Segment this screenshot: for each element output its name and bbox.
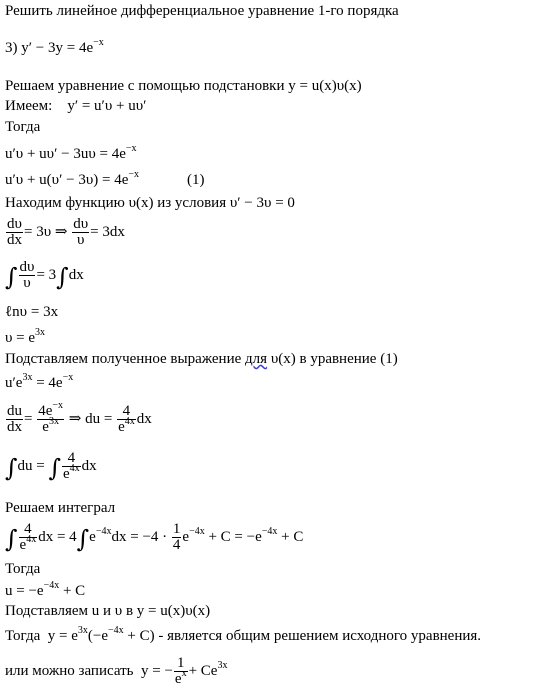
subst-formula: y = u(x)υ(x) [288, 78, 362, 94]
du-line [5, 400, 152, 435]
eq-a [5, 145, 137, 163]
frac-4e: $\frac{4e^{-x}}{e^{3x}}$ [38, 400, 64, 435]
find-cond-text: из условия [157, 195, 227, 211]
int3-c: dx = −4 · [111, 528, 168, 545]
u-b: + C [62, 583, 86, 599]
ue-exp: 3x [22, 372, 33, 383]
integral-sign: ∫ [5, 453, 18, 482]
frac-dv-dx: $\frac{d\upsilon}{dx}$ [7, 216, 22, 248]
deriv-line [5, 217, 125, 248]
then2 [5, 560, 40, 578]
eq-b-text: u′υ + u(υ′ − 3υ) = 4e [5, 172, 129, 188]
v-exp: 3x [35, 327, 46, 338]
deriv-eq: = 3υ ⇒ [24, 223, 68, 240]
int1-line [5, 260, 84, 291]
subst-line [5, 77, 362, 95]
du-impl: ⇒ du = [68, 410, 113, 427]
subst3-line [5, 602, 210, 620]
ue-exp2: −x [62, 372, 74, 383]
find-cond: υ′ − 3υ = 0 [229, 195, 295, 211]
int3-b: e [89, 528, 96, 545]
eq-a-exp: −x [125, 143, 137, 154]
subst-text: Решаем уравнение с помощью подстановки [5, 78, 285, 94]
subst2-c: в уравнение (1) [299, 351, 398, 367]
problem-exp: −x [93, 37, 104, 48]
alt-a: y = − [141, 662, 173, 679]
heading-text: Решить линейное дифференциальное уравнение 1-го порядка [5, 3, 399, 19]
alt-text: или можно записать [5, 662, 134, 679]
subst3-formula: y = u(x)υ(x) [136, 603, 211, 619]
problem [5, 39, 104, 57]
find-fn: υ(x) [128, 195, 154, 211]
int2-tail: dx [81, 457, 97, 474]
gen-b: (−e [87, 628, 108, 644]
int3-e: + C = −e [208, 528, 262, 545]
alt-line: или можно записать y = − $\frac{1}{e^x}$ + $Ce^{3x}$ [5, 655, 228, 687]
subst2-a: Подставляем полученное выражение [5, 351, 242, 367]
ue-line [5, 374, 73, 392]
have-line [5, 97, 146, 115]
integral-sign: ∫ [76, 524, 90, 553]
find-text: Находим функцию [5, 195, 125, 211]
integral-sign: ∫ [5, 262, 18, 291]
then3-text: Тогда [5, 628, 41, 644]
u-line: $u = -e^{-4x} + C$ [5, 580, 86, 599]
int1-rhs2: dx [68, 266, 84, 283]
subst2-fn: υ(x) [270, 351, 296, 367]
int1-rhs: = 3 [36, 266, 57, 283]
frac-dv-v: $\frac{d\upsilon}{\upsilon}$ [73, 216, 89, 248]
gen-a: y = e [47, 628, 78, 644]
subst2-line [5, 350, 398, 368]
frac-int1: $\frac{d\upsilon}{\upsilon}$ [19, 259, 35, 291]
find-line [5, 194, 295, 212]
int3-line: ∫ $\frac{4}{e^{4x}}$ dx = $4\int e^{-4x}dx = -4$ · $\frac{1}{4}$ $e^{-4x} + C = -e^{-4x} + C$ [5, 521, 304, 553]
subst2-b: для [245, 351, 268, 367]
alt-b: + Ce [188, 662, 218, 679]
ue-b: = 4e [32, 375, 63, 391]
frac-alt: $\frac{1}{e^x}$ [174, 655, 187, 687]
eq-b [5, 171, 205, 189]
solve-int-text: Решаем интеграл [5, 500, 116, 516]
ln-line [5, 303, 58, 321]
integral-sign: ∫ [5, 524, 18, 553]
v-text: υ = e [5, 330, 36, 346]
v-line [5, 329, 45, 347]
eq-label: (1) [187, 172, 205, 188]
int2-a: du = [17, 457, 45, 474]
eq-a-text: u′υ + uυ′ − 3uυ = 4e [5, 146, 126, 162]
u-a: u = −e [5, 583, 44, 599]
int3-d: e [182, 528, 190, 545]
have-formula: y′ = u′υ + uυ′ [67, 98, 147, 114]
problem-text: 3) y′ − 3y = 4e [5, 40, 94, 56]
then2-text: Тогда [5, 561, 41, 577]
frac-int3: $\frac{4}{e^{4x}}$ [19, 521, 37, 553]
gen-text: - является общим решением исходного уравнения. [154, 628, 482, 644]
ue-a: u′e [5, 375, 23, 391]
frac-1-4: $\frac{1}{4}$ [172, 521, 181, 553]
frac-4-e4x: $\frac{4}{e^{4x}}$ [118, 403, 135, 435]
frac-du-dx: $\frac{du}{dx}$ [7, 403, 22, 435]
eq-b-exp: −x [128, 169, 140, 180]
int2-line [5, 451, 97, 482]
heading [5, 2, 399, 20]
have-text: Имеем: [5, 98, 53, 114]
du-eq: = [24, 410, 33, 427]
int3-a: dx = 4 [38, 528, 77, 545]
integral-sign: ∫ [56, 262, 69, 291]
then1 [5, 118, 40, 136]
gen-c: + C) [123, 628, 155, 644]
du2-tail: dx [136, 410, 152, 427]
integral-sign: ∫ [48, 453, 61, 482]
ln-text: ℓnυ = 3x [5, 304, 59, 320]
general-line: Тогда $y = e^{3x}(-e^{-4x} + C)$ - является общим решением исходного уравнения. [5, 625, 482, 644]
then1-text: Тогда [5, 119, 41, 135]
deriv-eq2: = 3dx [90, 223, 125, 240]
int3-f: + C [281, 528, 304, 545]
frac-int2: $\frac{4}{e^{4x}}$ [63, 450, 80, 482]
subst3-text: Подставляем u и υ в [5, 603, 134, 619]
solve-int [5, 499, 115, 517]
